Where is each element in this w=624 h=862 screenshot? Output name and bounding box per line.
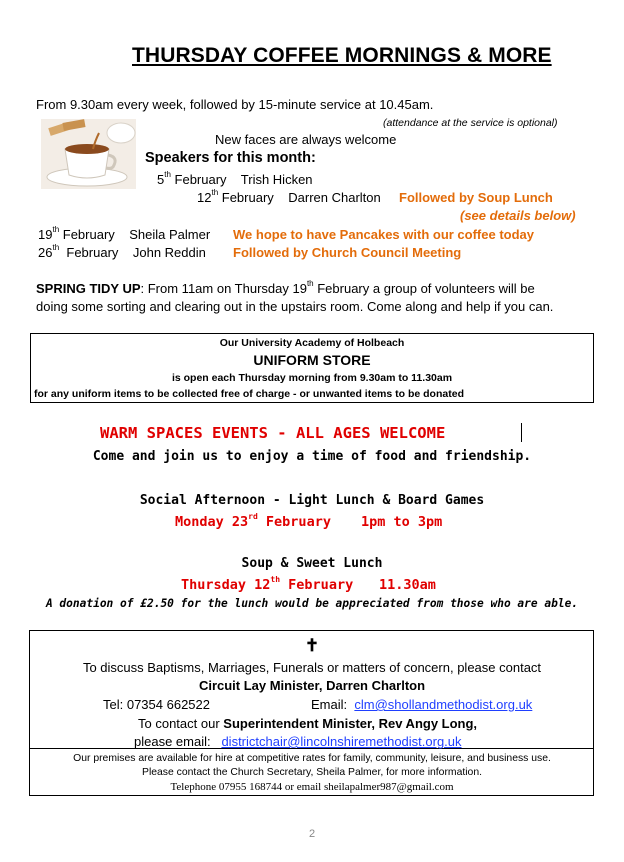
uniform-heading: UNIFORM STORE <box>253 352 371 368</box>
warm-spaces-heading: WARM SPACES EVENTS - ALL AGES WELCOME <box>100 424 446 442</box>
speaker-row: 26th February John Reddin <box>38 243 206 260</box>
event2-date: Thursday 12th February <box>181 575 354 593</box>
speaker-note: Followed by Church Council Meeting <box>233 245 462 260</box>
speaker-note: Followed by Soup Lunch <box>399 190 553 205</box>
lay-minister-email-link[interactable]: clm@shollandmethodist.org.uk <box>354 697 533 712</box>
page-title: THURSDAY COFFEE MORNINGS & MORE <box>132 44 552 67</box>
speaker-row: 19th February Sheila Palmer <box>38 225 211 242</box>
hire-line1: Our premises are available for hire at competitive rates for family, community, leisure, and business use. <box>73 753 551 764</box>
event2-time: 11.30am <box>379 577 436 593</box>
uniform-line2: for any uniform items to be collected free of charge - or unwanted items to be donated <box>34 388 464 400</box>
superintendent-email: please email: districtchair@lincolnshiremethodist.org.uk <box>134 734 462 749</box>
spring-tidy-line1: SPRING TIDY UP: From 11am on Thursday 19th February a group of volunteers will be <box>36 279 535 296</box>
lay-minister: Circuit Lay Minister, Darren Charlton <box>198 678 426 693</box>
cross-icon: ✝ <box>304 636 320 655</box>
contact-line1: To discuss Baptisms, Marriages, Funerals or matters of concern, please contact <box>82 660 542 675</box>
uniform-line1: is open each Thursday morning from 9.30am to 11.30am <box>171 372 453 384</box>
see-details-note: (see details below) <box>460 208 576 223</box>
warm-spaces-sub: Come and join us to enjoy a time of food and friendship. <box>92 449 532 464</box>
spring-tidy-line2: doing some sorting and clearing out in the upstairs room. Come along and help if you can. <box>36 299 554 314</box>
coffee-cup-image <box>41 119 136 189</box>
speaker-row: 5th February Trish Hicken <box>157 170 313 187</box>
speaker-note: We hope to have Pancakes with our coffee today <box>233 227 534 242</box>
event1-time: 1pm to 3pm <box>361 514 443 530</box>
attendance-note: (attendance at the service is optional) <box>383 117 558 129</box>
speaker-row: 12th February Darren Charlton <box>197 188 381 205</box>
text-cursor <box>521 423 522 442</box>
hire-line2: Please contact the Church Secretary, Sheila Palmer, for more information. <box>142 767 482 778</box>
page-number: 2 <box>308 828 316 840</box>
lay-minister-tel: Tel: 07354 662522 <box>103 697 210 712</box>
intro-text: From 9.30am every week, followed by 15-minute service at 10.45am. <box>36 97 434 112</box>
superintendent-line: To contact our Superintendent Minister, Rev Angy Long, <box>138 716 478 731</box>
new-faces-text: New faces are always welcome <box>215 132 397 147</box>
hire-line3: Telephone 07955 168744 or email sheilapalmer987@gmail.com <box>170 781 454 793</box>
uniform-org: Our University Academy of Holbeach <box>219 337 405 349</box>
event1-date: Monday 23rd February <box>175 512 331 530</box>
lay-minister-email: Email: clm@shollandmethodist.org.uk <box>311 697 533 712</box>
superintendent-email-link[interactable]: districtchair@lincolnshiremethodist.org.uk <box>221 734 462 749</box>
event2-title: Soup & Sweet Lunch <box>241 556 383 571</box>
speakers-heading: Speakers for this month: <box>145 150 316 166</box>
event1-title: Social Afternoon - Light Lunch & Board Games <box>139 493 485 508</box>
donation-note: A donation of £2.50 for the lunch would be appreciated from those who are able. <box>45 597 579 610</box>
